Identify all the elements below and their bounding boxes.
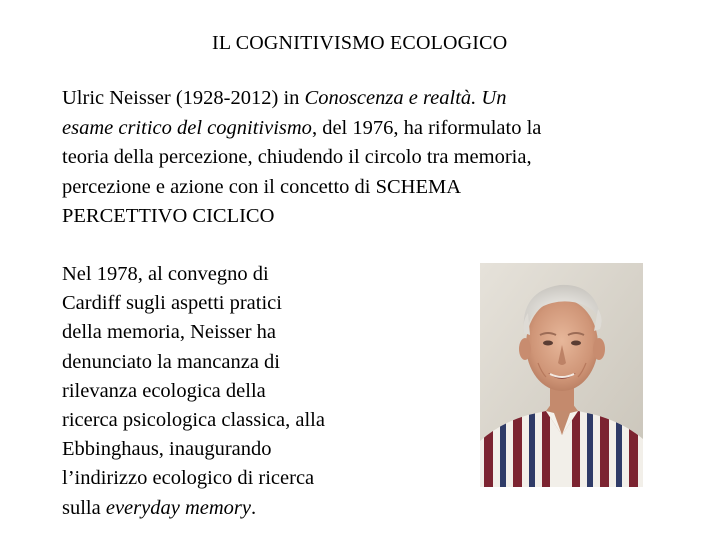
intro-text: , del 1976, ha riformulato la — [311, 116, 542, 139]
body-text: sulla — [62, 496, 106, 519]
book-title-part-1: Conoscenza e realtà. Un — [304, 87, 507, 109]
portrait-image — [480, 263, 643, 487]
intro-line-2 — [62, 114, 662, 144]
intro-line-1 — [62, 84, 662, 114]
book-title-part-2: esame critico del cognitivismo — [62, 116, 312, 139]
intro-line-3: teoria della percezione, chiudendo il circolo tra memoria, — [62, 146, 532, 168]
body-line-2: Cardiff sugli aspetti pratici — [62, 292, 282, 315]
intro-paragraph — [62, 84, 662, 232]
body-paragraph — [62, 260, 422, 523]
body-text: . — [250, 496, 257, 519]
slide-title: IL COGNITIVISMO ECOLOGICO — [212, 32, 508, 54]
intro-text: Ulric Neisser (1928-2012) in — [62, 87, 305, 109]
body-line-9 — [62, 494, 422, 523]
body-line-5: rilevanza ecologica della — [62, 379, 266, 402]
body-line-1: Nel 1978, al convegno di — [62, 263, 269, 285]
body-line-3: della memoria, Neisser ha — [62, 321, 277, 344]
intro-line-4: percezione e azione con il concetto di SCHEMA — [62, 175, 462, 198]
everyday-memory-term: everyday memory — [105, 496, 251, 519]
body-line-4: denunciato la mancanza di — [62, 350, 280, 373]
body-line-6: ricerca psicologica classica, alla — [62, 409, 325, 432]
body-line-7: Ebbinghaus, inaugurando — [62, 438, 272, 461]
portrait-photo — [480, 263, 643, 487]
intro-line-5: PERCETTIVO CICLICO — [62, 205, 275, 227]
body-line-8: l’indirizzo ecologico di ricerca — [62, 467, 315, 490]
